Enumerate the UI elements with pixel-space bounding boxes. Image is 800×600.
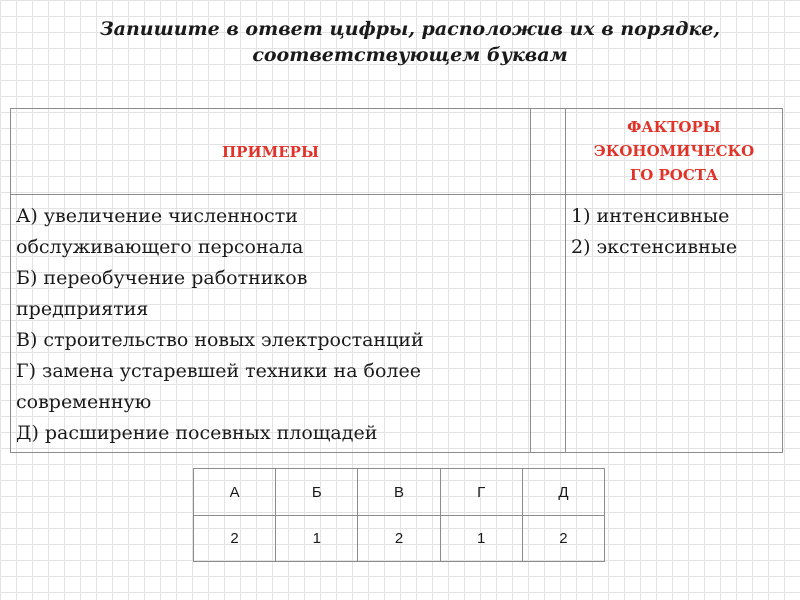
task-title xyxy=(60,16,760,68)
factors-cell xyxy=(566,195,782,452)
factors-header-line-1: ФАКТОРЫ xyxy=(627,118,721,136)
factor-item-1: 1) интенсивные xyxy=(571,205,730,227)
task-title-line-1: Запишите в ответ цифры, расположив их в порядке, xyxy=(99,18,721,40)
answer-letter-g: Г xyxy=(441,469,523,515)
factor-item-2: 2) экстенсивные xyxy=(571,236,738,258)
example-item-b: Б) переобучение работников предприятия xyxy=(16,267,308,320)
matching-table xyxy=(10,108,783,453)
answer-digits-row xyxy=(194,515,604,561)
answer-digit-b[interactable]: 1 xyxy=(276,515,358,561)
answer-digit-a[interactable]: 2 xyxy=(194,515,276,561)
answer-table xyxy=(193,468,605,562)
example-item-a: А) увеличение численности обслуживающего персонала xyxy=(16,205,304,258)
answer-digit-v[interactable]: 2 xyxy=(358,515,440,561)
empty-body-cell xyxy=(531,195,566,452)
answer-digit-g[interactable]: 1 xyxy=(441,515,523,561)
examples-header-cell xyxy=(11,109,531,195)
factors-header xyxy=(566,115,782,187)
factors-header-line-3: ГО РОСТА xyxy=(629,166,719,184)
answer-digit-d[interactable]: 2 xyxy=(559,529,568,547)
answer-letter-d: Д xyxy=(558,483,569,501)
factors-header-cell xyxy=(566,109,782,195)
example-item-d: Д) расширение посевных площадей xyxy=(16,422,378,444)
example-item-v: В) строительство новых электростанций xyxy=(16,329,424,351)
empty-header-cell xyxy=(531,109,566,195)
answer-letters-row xyxy=(194,469,604,516)
answer-letter-a: А xyxy=(194,469,276,515)
example-item-g: Г) замена устаревшей техники на более современную xyxy=(16,360,421,413)
task-title-line-2: соответствующем буквам xyxy=(252,44,568,66)
examples-header: ПРИМЕРЫ xyxy=(222,143,319,161)
answer-letter-b: Б xyxy=(276,469,358,515)
answer-letter-v: В xyxy=(358,469,440,515)
examples-cell xyxy=(11,195,531,452)
factors-header-line-2: ЭКОНОМИЧЕСКО xyxy=(593,142,755,160)
